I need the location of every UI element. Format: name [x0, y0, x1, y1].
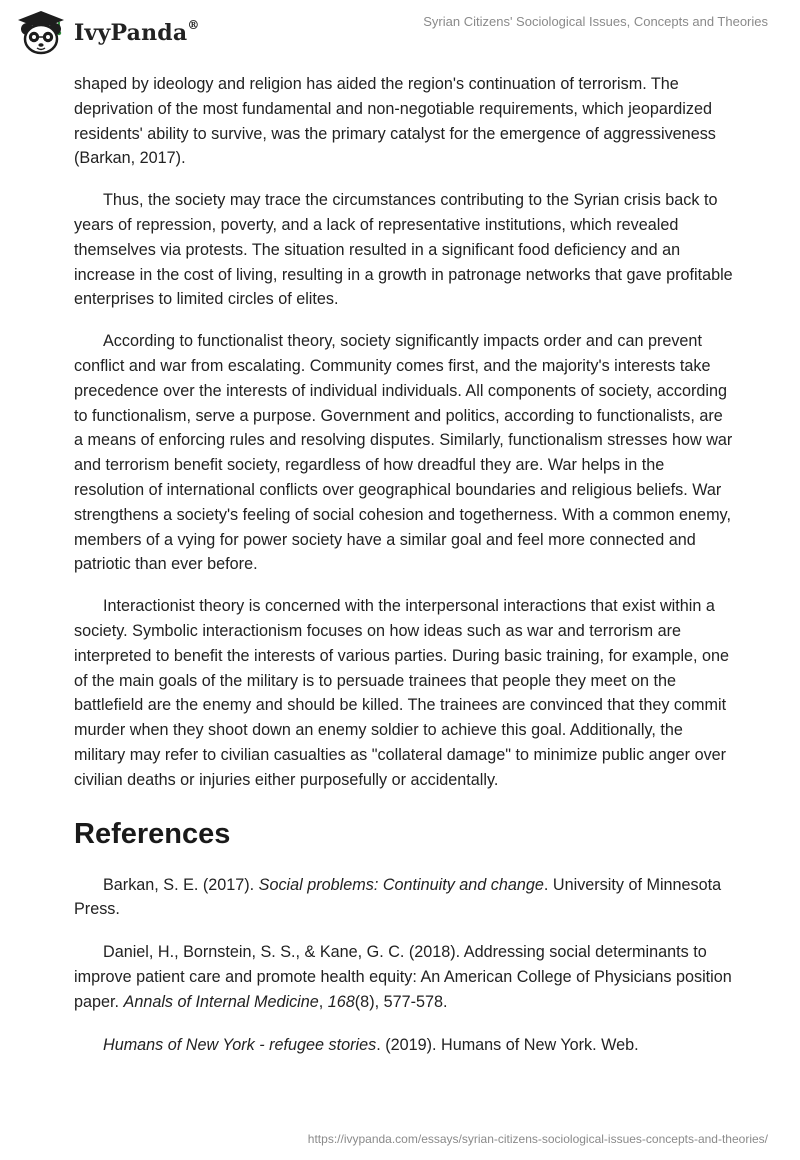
ivypanda-logo[interactable] — [16, 8, 200, 58]
page-header — [0, 0, 800, 70]
logo-text: IvyPanda® — [74, 18, 200, 46]
paragraph-continued: shaped by ideology and religion has aided the region's continuation of terrorism. The deprivation of the most fundamental and non-negotiable requirements, which jeopardized residents' ability to survive, was the primary catalyst for the emergence of aggressiveness (Barkan, 2017). — [74, 75, 716, 168]
document-title: Syrian Citizens' Sociological Issues, Concepts and Theories — [423, 14, 768, 29]
essay-content — [74, 72, 734, 1075]
paragraph-syrian-crisis: Thus, the society may trace the circumstances contributing to the Syrian crisis back to years of repression, poverty, and a lack of representative institutions, which revealed themselves via protests. The situation resulted in a significant food deficiency and an increase in the cost of living, resulting in a growth in patronage networks that gave profitable enterprises to limited circles of elites. — [74, 191, 733, 309]
reference-barkan: Barkan, S. E. (2017). Social problems: Continuity and change. University of Minnesota Press. — [74, 875, 722, 919]
paragraph-functionalist-theory: According to functionalist theory, society significantly impacts order and can prevent conflict and war from escalating. Community comes first, and the majority's interests take precedence over the interests of individual individuals. All components of society, according to functionalism, serve a purpose. Government and politics, according to functionalists, are a means of enforcing rules and resolving disputes. Similarly, functionalism stresses how war and terrorism benefit society, regardless of how dreadful they are. War helps in the resolution of international conflicts over geographical boundaries and religious beliefs. War strengthens a society's feeling of social cohesion and togetherness. With a common enemy, members of a vying for power society have a similar goal and feel more connected and patriotic than ever before. — [74, 332, 733, 574]
references-heading: References — [74, 817, 231, 850]
paragraph-interactionist-theory: Interactionist theory is concerned with the interpersonal interactions that exist within a society. Symbolic interactionism focuses on how ideas such as war and terrorism are interpreted to benefit the interests of various parties. During basic training, for example, one of the main goals of the military is to persuade trainees that people they meet on the battlefield are the enemy and should be killed. The trainees are convinced that they commit murder when they shoot down an enemy soldier to achieve this goal. Additionally, the military may refer to civilian casualties as "collateral damage" to minimize public anger over civilian deaths or injuries either purposefully or accidentally. — [74, 597, 730, 789]
panda-graduate-icon — [16, 10, 66, 56]
reference-daniel: Daniel, H., Bornstein, S. S., & Kane, G. C. (2018). Addressing social determinants to improve patient care and promote health equity: An American College of Physicians position paper. Annals of Internal Medicine, 168(8), 577-578. — [74, 943, 732, 1011]
reference-humans-of-new-york: Humans of New York - refugee stories. (2019). Humans of New York. Web. — [103, 1035, 639, 1054]
source-url-link[interactable]: https://ivypanda.com/essays/syrian-citizens-sociological-issues-concepts-and-theories/ — [307, 1132, 768, 1146]
